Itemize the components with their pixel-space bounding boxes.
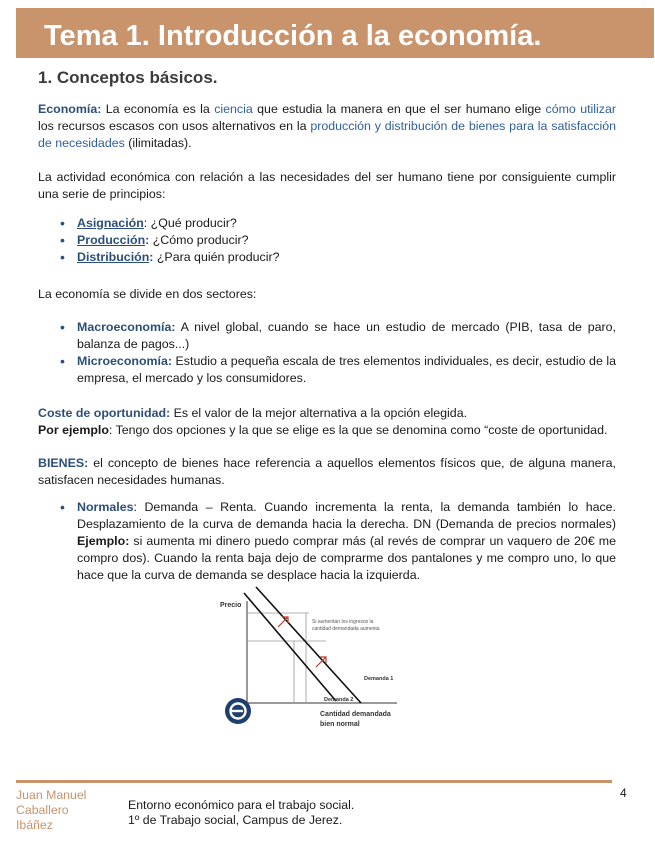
normales-list: [60, 499, 616, 584]
coste-term: Coste de oportunidad:: [38, 406, 171, 420]
coste-paragraph: Coste de oportunidad: Es el valor de la mejor alternativa a la opción elegida. Por ejemplo: Tengo dos opciones y la que se elige es la que se denomina como “coste de oportunidad.: [38, 406, 608, 437]
footer-author: Juan Manuel Caballero Ibáñez: [16, 788, 87, 832]
actividad-paragraph: La actividad económica con relación a las necesidades del ser humano tiene por consiguiente cumplir una serie de principios:: [38, 170, 616, 201]
bienes-term: BIENES:: [38, 456, 89, 470]
normales-term: Normales: [77, 500, 134, 514]
principio-term: Asignación: [77, 216, 144, 230]
list-item: • Microeconomía: Estudio a pequeña escala de tres elementos individuales, es decir, estudio de la empresa, el mercado y los consumidores.: [60, 353, 616, 387]
principio-term: Distribución: [77, 250, 150, 264]
shift-arrow-icon: [278, 617, 288, 627]
section-heading: 1. Conceptos básicos.: [38, 68, 218, 87]
page-number: 4: [620, 786, 627, 800]
economia-text-3: los recursos escasos con usos alternativos en la: [38, 119, 307, 133]
demand-shift-figure: [214, 583, 409, 738]
figure-note-line-2: cantidad demandada aumenta: [312, 626, 380, 632]
economia-text-2: que estudia la manera en que el ser humano elige: [257, 102, 542, 116]
x-axis-label-1: Cantidad demandada: [320, 711, 391, 718]
list-item: • Normales: Demanda – Renta. Cuando incrementa la renta, la demanda también lo hace. Desplazamiento de la curva de demanda hacia la derecha. DN (Demanda de precios normales) Ejemplo: si aumenta mi dinero puedo comprar más (al revés de comprar un vaquero de 20€ me compro dos). Cuando la renta baja dejo de comprarme dos pantalones y me compro uno, lo que hace que la curva de demanda se desplace hacia la izquierda.: [60, 499, 616, 584]
title-banner: [16, 8, 654, 58]
sector-term: Macroeconomía:: [77, 320, 176, 334]
economia-text-1: La economía es la: [105, 102, 210, 116]
como-utilizar-link[interactable]: cómo utilizar: [545, 102, 616, 116]
economia-paragraph: [38, 101, 616, 152]
list-item: • Producción: ¿Cómo producir?: [60, 232, 616, 249]
list-item: • Distribución: ¿Para quién producir?: [60, 249, 616, 266]
y-axis-label: Precio: [220, 602, 242, 609]
page-title: Tema 1. Introducción a la economía.: [44, 20, 542, 52]
copyright-logo-icon: [225, 698, 251, 724]
figure-note-line-1: Si aumentan los ingresos la: [312, 619, 374, 625]
ejemplo-term: Por ejemplo: [38, 423, 109, 437]
principio-term: Producción: [77, 233, 146, 247]
list-item: • Macroeconomía: A nivel global, cuando se hace un estudio de mercado (PIB, tasa de paro, balanza de pagos...): [60, 319, 616, 353]
produccion-distribucion-link[interactable]: producción y distribución de bienes para la satisfacción de necesidades: [38, 119, 617, 150]
principios-list: [60, 215, 616, 266]
sectores-intro: La economía se divide en dos sectores:: [38, 287, 257, 301]
list-item: • Asignación: ¿Qué producir?: [60, 215, 616, 232]
sectores-list: [60, 319, 616, 387]
footer-course: Entorno económico para el trabajo social. 1º de Trabajo social, Campus de Jerez.: [128, 798, 355, 827]
bienes-paragraph: BIENES: el concepto de bienes hace referencia a aquellos elementos físicos que, de alguna manera, satisfacen necesidades humanas.: [38, 456, 616, 487]
footer-rule: [16, 780, 612, 783]
ejemplo-term: Ejemplo:: [77, 534, 130, 548]
x-axis-label-2: bien normal: [320, 721, 360, 728]
sector-term: Microeconomía:: [77, 354, 173, 368]
curve-1-label: Demanda 1: [364, 676, 394, 682]
curve-2-label: Demanda 2: [324, 697, 354, 703]
economia-text-4: (ilimitadas).: [128, 136, 192, 150]
ciencia-link[interactable]: ciencia: [214, 102, 253, 116]
demand-curve-2: [244, 593, 336, 701]
demand-curve-1: [256, 587, 361, 703]
economia-term: Economía:: [38, 102, 102, 116]
